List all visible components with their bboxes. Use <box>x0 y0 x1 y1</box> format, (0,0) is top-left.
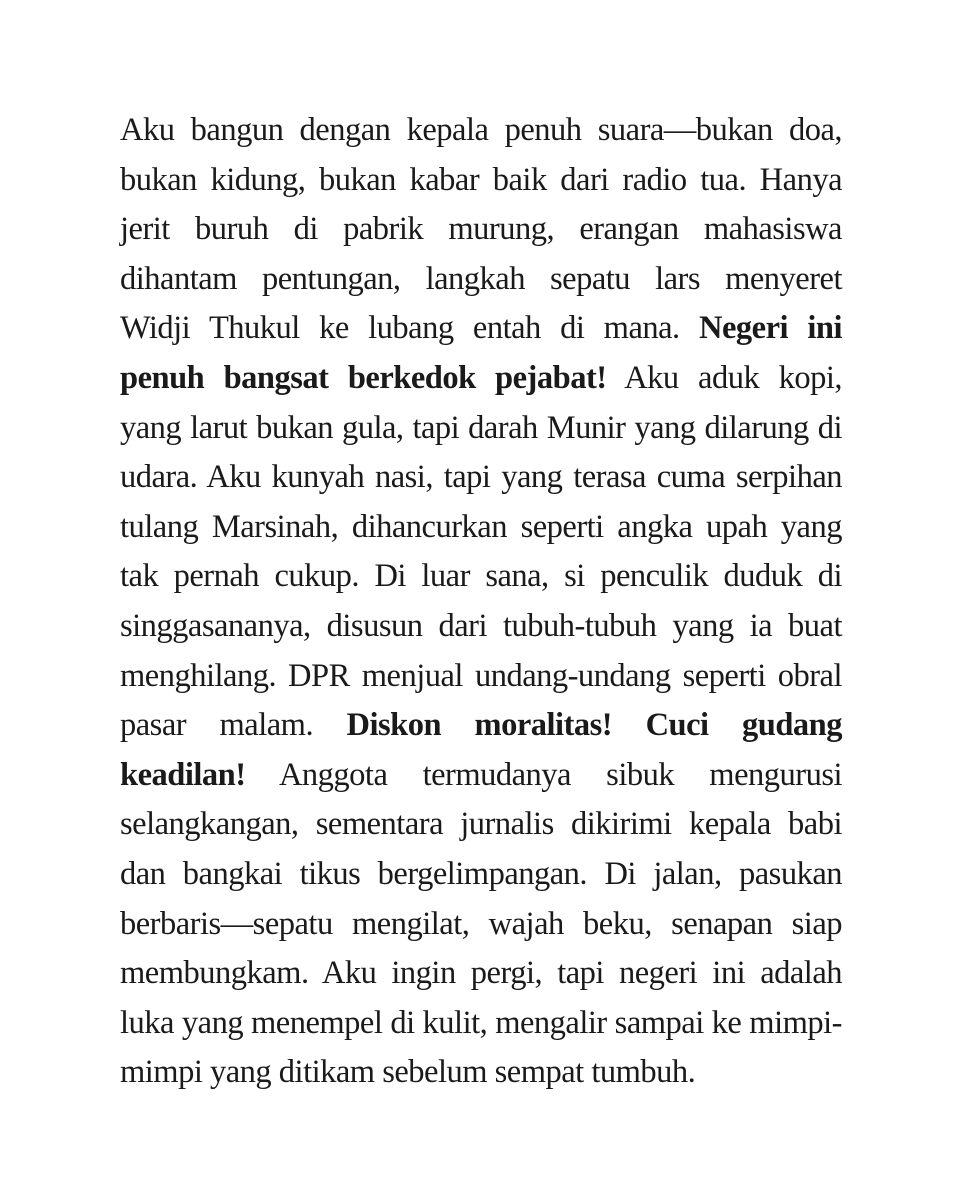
text-line <box>120 800 842 850</box>
text-span: tulang Marsinah, dihancurkan seperti angka upah yang <box>120 508 842 545</box>
text-span: menghilang. DPR menjual undang-undang seperti obral <box>120 657 842 694</box>
text-span: Anggota termudanya sibuk mengurusi <box>245 756 842 793</box>
text-line <box>120 701 842 751</box>
text-span: berbaris—sepatu mengilat, wajah beku, senapan siap <box>120 905 842 942</box>
text-line <box>120 751 842 801</box>
text-line <box>120 255 842 305</box>
document-page <box>120 106 842 1098</box>
text-line <box>120 453 842 503</box>
text-span: bukan kidung, bukan kabar baik dari radio tua. Hanya <box>120 161 842 198</box>
text-line <box>120 404 842 454</box>
bold-text-span: keadilan! <box>120 756 246 793</box>
bold-text-span: Diskon moralitas! Cuci gudang <box>346 707 842 744</box>
text-line <box>120 156 842 206</box>
text-line <box>120 900 842 950</box>
text-span: luka yang menempel di kulit, mengalir sampai ke mimpi- <box>120 1004 842 1041</box>
text-span: jerit buruh di pabrik murung, erangan mahasiswa <box>120 211 842 248</box>
text-line <box>120 850 842 900</box>
text-span: dan bangkai tikus bergelimpangan. Di jalan, pasukan <box>120 855 842 892</box>
bold-text-span: Negeri ini <box>699 310 842 347</box>
text-line <box>120 602 842 652</box>
passage-paragraph <box>120 106 842 1098</box>
text-line <box>120 999 842 1049</box>
text-line <box>120 354 842 404</box>
text-span: singgasananya, disusun dari tubuh-tubuh yang ia buat <box>120 607 842 644</box>
text-span: Aku aduk kopi, <box>606 359 842 396</box>
text-span: udara. Aku kunyah nasi, tapi yang terasa cuma serpihan <box>120 459 842 496</box>
text-span: dihantam pentungan, langkah sepatu lars menyeret <box>120 260 842 297</box>
text-line <box>120 652 842 702</box>
text-span: Aku bangun dengan kepala penuh suara—bukan doa, <box>120 112 842 148</box>
text-line <box>120 503 842 553</box>
text-line <box>120 552 842 602</box>
text-span: pasar malam. <box>120 707 347 744</box>
text-span: Widji Thukul ke lubang entah di mana. <box>120 310 700 347</box>
text-line <box>120 205 842 255</box>
text-span: yang larut bukan gula, tapi darah Munir yang dilarung di <box>120 409 842 446</box>
text-line <box>120 949 842 999</box>
text-span: tak pernah cukup. Di luar sana, si penculik duduk di <box>120 558 842 595</box>
text-span: mimpi yang ditikam sebelum sempat tumbuh. <box>120 1054 696 1091</box>
text-line <box>120 304 842 354</box>
bold-text-span: penuh bangsat berkedok pejabat! <box>120 359 607 396</box>
text-line <box>120 106 842 156</box>
text-span: selangkangan, sementara jurnalis dikirimi kepala babi <box>120 806 842 843</box>
text-span: membungkam. Aku ingin pergi, tapi negeri ini adalah <box>120 955 842 992</box>
text-line <box>120 1048 842 1098</box>
